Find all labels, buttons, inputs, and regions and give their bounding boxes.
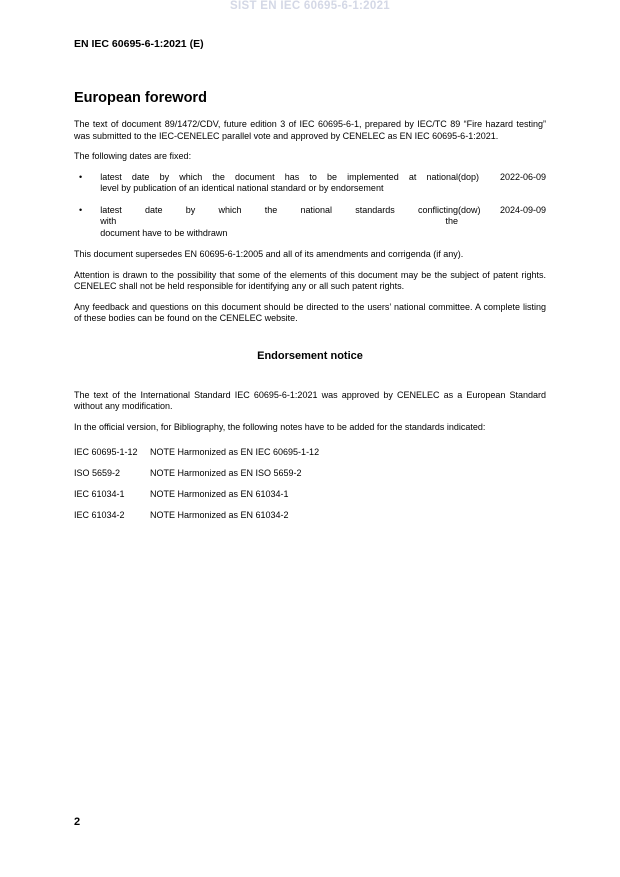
foreword-title: European foreword [74,90,207,106]
date-value: 2022-06-09 [499,171,546,182]
date-description [100,172,458,195]
standard-id: IEC 61034-1 [74,489,125,499]
endorsement-text: The text of the International Standard IEC 60695-6-1:2021 was approved by CENELEC as a European Standard without any modification. [74,389,546,411]
date-description-line1: latest date by which the national standards conflicting with the [100,204,459,226]
standard-id: IEC 61034-2 [74,510,125,520]
standard-note: NOTE Harmonized as EN 61034-2 [150,510,289,520]
standard-note-row [74,447,546,459]
bullet: • [79,171,83,182]
page-content [74,90,546,531]
patent-attention-text: Attention is drawn to the possibility that some of the elements of this document may be the subject of patent rights. CENELEC shall not be held responsible for identifying any or all such patent rights. [74,269,546,291]
feedback-text: Any feedback and questions on this document should be directed to the users’ national committee. A complete listing of these bodies can be found on the CENELEC website. [74,301,546,323]
dates-intro: The following dates are fixed: [74,151,192,161]
foreword-intro: The text of document 89/1472/CDV, future edition 3 of IEC 60695-6-1, prepared by IEC/TC 89 “Fire hazard testing” was submitted to the IEC-CENELEC parallel vote and approved by CENELEC as EN IEC 60695-6-1:2021. [74,119,546,141]
standard-id: ISO 5659-2 [74,468,121,478]
official-version-text: In the official version, for Bibliography, the following notes have to be added for the standards indicated: [74,421,486,432]
supersedes-text: This document supersedes EN 60695-6-1:2005 and all of its amendments and corrigenda (if any). [74,249,464,259]
date-item [74,205,546,240]
date-item [74,172,546,195]
date-code: (dop) [458,171,480,182]
document-reference: EN IEC 60695-6-1:2021 (E) [74,38,204,50]
standard-note: NOTE Harmonized as EN ISO 5659-2 [150,468,302,478]
date-value: 2024-09-09 [499,204,546,215]
standard-note-row [74,468,546,480]
date-description-line2: level by publication of an identical national standard or by endorsement [100,183,384,193]
date-description [100,205,458,240]
standard-note-row [74,510,546,522]
date-code: (dow) [458,204,481,215]
watermark: SIST EN IEC 60695-6-1:2021 [230,0,390,12]
page-number: 2 [74,816,81,828]
date-description-line1: latest date by which the document has to be implemented at national [100,171,459,182]
standard-id: IEC 60695-1-12 [74,447,138,457]
date-description-line2: document have to be withdrawn [100,227,228,238]
standard-note: NOTE Harmonized as EN IEC 60695-1-12 [150,447,320,457]
bullet: • [79,204,83,215]
standard-note-row [74,489,546,501]
standard-note: NOTE Harmonized as EN 61034-1 [150,489,289,499]
endorsement-title: Endorsement notice [257,349,363,362]
